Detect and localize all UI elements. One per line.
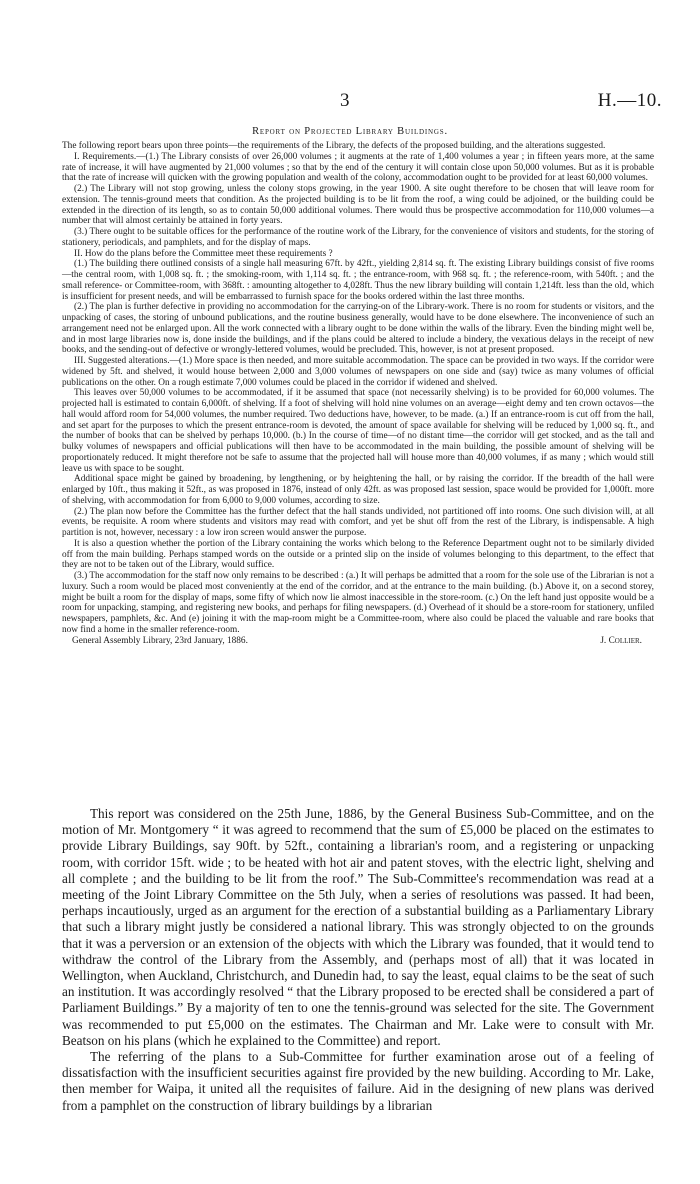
report-title: Report on Projected Library Buildings. [252,126,448,137]
report-paragraph: (3.) There ought to be suitable offices for the performance of the routine work of the Library, for the convenience of visitors and students, for the storing of stationery, periodicals, and pamphlets, and for the display of maps. [62,227,654,248]
signature-name: J. Collier. [600,635,642,646]
report-paragraph: (2.) The Library will not stop growing, unless the colony stops growing, in the year 1900. A site ought therefore to be chosen that will leave room for extension. The tennis-ground meets that condition. As the projected building is to be lit from the roof, a wing could be adjoined, or the building could be extended in the direction of its length, so as to contain 50,000 additional volumes. There would thus be prospective accommodation for 110,000 volumes—a number that will almost certainly be attained in forty years. [62,184,654,227]
signature-place-date: General Assembly Library, 23rd January, 1886. [72,635,248,646]
report-paragraph: (1.) The building there outlined consists of a single hall measuring 67ft. by 42ft., yielding 2,814 sq. ft. The existing Library buildings consist of five rooms—the central room, with 1,008 sq. ft. ; the smoking-room, with 1,114 sq. ft. ; the entrance-room, with 968 sq. ft. ; the reference-room, with 540ft. ; and the small reference- or Committee-room, with 368ft. : amounting altogether to 4,028ft. Thus the new library building will contain 1,214ft. less than the old, which is insufficient for present needs, and will be embarrassed to furnish space for the books ordered within the last three months. [62,259,654,302]
report-paragraph: (3.) The accommodation for the staff now only remains to be described : (a.) It will perhaps be admitted that a room for the sole use of the Librarian is not a luxury. Such a room would be placed most conveniently at the end of the corridor, and at the entrance to the main building. (b.) Above it, on a second storey, might be built a room for the display of maps, some fifty of which now lie almost inaccessible in the store-room. (c.) On the left hand just opposite would be a room for unpacking, stamping, and registering new books, and perhaps for filing newspapers. (d.) Overhead of it should be a store-room for stationery, unfiled newspapers, pamphlets, &c. And (e) joining it with the map-room might be a Committee-room, where also could be placed the valuable and rare books that now find a home in the smaller reference-room. [62,571,654,635]
main-text [62,806,654,1114]
report-paragraph: It is also a question whether the portion of the Library containing the works which belong to the Reference Department ought not to be similarly divided off from the main building. Perhaps stamped words on the outside or a printed slip on the inside of volumes belonging to this department, to the effect that they are not to be taken out of the Library, would suffice. [62,538,654,571]
report-paragraph: II. How do the plans before the Committee meet these requirements ? [74,248,333,259]
report-paragraph: (2.) The plan now before the Committee has the further defect that the hall stands undivided, not partitioned off into rooms. One such division will, at all events, be requisite. A room where students and visitors may read with comfort, and yet be shut off from the rest of the Library, is indispensable. A high partition is not, however, necessary : a low iron screen would answer the purpose. [62,506,654,538]
report-paragraph: III. Suggested alterations.—(1.) More space is then needed, and more suitable accommodation. The space can be provided in two ways. If the corridor were widened by 5ft. and shelved, it would house between 2,000 and 3,000 volumes of newspapers on one side and (say) twice as many volumes of official publications on the other. On a rough estimate 7,000 volumes could be placed in the corridor if widened and shelved. [62,356,654,388]
report-paragraph: I. Requirements.—(1.) The Library consists of over 26,000 volumes ; it augments at the rate of 1,400 volumes a year ; in fifteen years more, at the same rate of increase, it will have augmented by 21,000 volumes ; so that by the end of the century it will contain close upon 50,000 volumes. But as it is probable that the rate of increase will quicken with the growing population and wealth of the colony, accommodation ought to be provided for at least 60,000 volumes. [62,151,654,184]
body-paragraph: This report was considered on the 25th June, 1886, by the General Business Sub-Committee, and on the motion of Mr. Montgomery “ it was agreed to recommend that the sum of £5,000 be placed on the estimates to provide Library Buildings, say 90ft. by 52ft., containing a librarian's room, and a registering or unpacking room, with corridor 15ft. wide ; to be heated with hot air and patent stoves, with the electric light, shelving and all complete ; and the building to be lit from the roof.” The Sub-Committee's recommendation was read at a meeting of the Joint Library Committee on the 5th July, when a series of resolutions was passed. It had been, perhaps incautiously, urged as an argument for the erection of a substantial building as a Parliamentary Library that such a library might justly be considered a national library. This was strongly objected to on the grounds that it was a perversion or an extension of the objects with which the Library was founded, that it would tend to withdraw the control of the Library from the Assembly, and (perhaps most of all) that it was located in Wellington, when Auckland, Christchurch, and Dunedin had, to say the least, equal claims to be the seat of such an institution. It was accordingly resolved “ that the Library proposed to be erected shall be considered a part of Parliament Buildings.” By a majority of ten to one the tennis-ground was selected for the site. The Government was recommended to put £5,000 on the estimates. The Chairman and Mr. Lake were to consult with Mr. Beatson on his plans (which he explained to the Committee) and report. [62,806,654,1048]
page-header [0,90,700,120]
report-paragraph: The following report bears upon three points—the requirements of the Library, the defects of the proposed building, and the alterations suggested. [62,141,606,151]
report-paragraph: This leaves over 50,000 volumes to be accommodated, if it be assumed that space (not necessarily shelving) is to be provided for 60,000 volumes. The projected hall is estimated to contain 6,000ft. of shelving. If a foot of shelving will hold nine volumes on an average—eight demy and ten crown octavos—the hall would afford room for 54,000 volumes, the number required. Two deductions have, however, to be made. (a.) If an entrance-room is cut off from the hall, and set apart for the purposes to which the present entrance-room is devoted, the amount of space available for shelving will be reduced by 1,000 sq. ft., and the number of books that can be shelved by perhaps 10,000. (b.) In the course of time—of no distant time—the corridor will get stocked, and as the tall and bulky volumes of newspapers and official publications will then have to be accommodated in the main building, the possible amount of shelving will be proportionately reduced. It might therefore not be safe to assume that the projected hall will house more than 40,000 volumes, if as many ; which would still leave us with space to be sought. [62,388,654,474]
report-paragraph: (2.) The plan is further defective in providing no accommodation for the carrying-on of the Library-work. There is no room for students or visitors, and the unpacking of cases, the storing of unbound publications, and the routine business generally, would have to be done elsewhere. The inconvenience of such an arrangement need not be enlarged upon. All the work connected with a library ought to be done within the walls of the library. Even the binding might well be, and in most large libraries now is, done inside the buildings, and if the plans could be altered to include a bindery, the vexatious delays in the receipt of new books, and the sending-out of defective or wrongly-lettered volumes, would be precluded. This, however, is not at present proposed. [62,302,654,356]
page-number: 3 [340,90,350,111]
body-paragraph: The referring of the plans to a Sub-Committee for further examination arose out of a feeling of dissatisfaction with the insufficient securities against fire provided by the new building. According to Mr. Lake, then member for Waipa, it united all the requisites of failure. Aid in the designing of new plans was derived from a pamphlet on the construction of library buildings by a librarian [62,1049,654,1113]
report-text [62,141,654,646]
report-paragraph: Additional space might be gained by broadening, by lengthening, or by heightening the hall, or by raising the corridor. If the breadth of the hall were enlarged by 10ft., thus making it 52ft., as was proposed in 1876, instead of only 42ft. as was proposed last session, space would be provided for 1,000ft. more of shelving, with accommodation for from 6,000 to 9,000 volumes, according to size. [62,474,654,506]
document-reference: H.—10. [597,90,662,111]
report-signature [62,636,654,647]
